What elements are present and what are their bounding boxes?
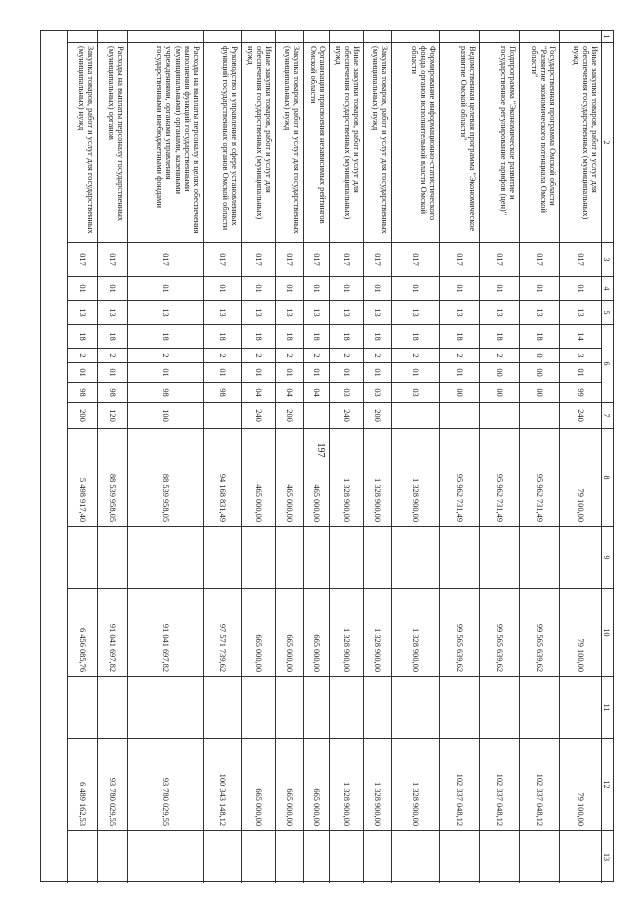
section-code-cell: 01 — [330, 277, 363, 301]
target-article-part-3: 01 — [68, 363, 97, 383]
amount-col-9-cell — [98, 527, 127, 589]
amount-col-11-cell — [128, 677, 203, 739]
amount-col-9-cell — [304, 527, 329, 589]
target-article-part-1: 18 — [330, 325, 363, 349]
target-article-part-2: 2 — [242, 349, 275, 363]
amount-col-13-cell — [520, 831, 559, 883]
target-article-part-4: 03 — [364, 383, 391, 403]
col-1-cell — [68, 31, 97, 43]
amount-col-8-cell: 95 962 731,49 — [480, 429, 519, 527]
ministry-code-cell: 017 — [520, 243, 559, 277]
expense-name-cell: Закупка товаров, работ и услуг для государственных (муниципальных) нужд — [364, 43, 391, 243]
amount-col-8-cell: 1 328 900,00 — [392, 429, 439, 527]
amount-col-11-cell — [440, 677, 479, 739]
amount-col-8-cell: 95 962 731,49 — [440, 429, 479, 527]
amount-col-11-cell — [520, 677, 559, 739]
target-article-part-3: 01 — [392, 363, 439, 383]
header-cell-8: 8 — [602, 429, 613, 527]
table-row — [479, 31, 519, 883]
target-article-part-3: 01 — [98, 363, 127, 383]
header-cell-5: 5 — [602, 301, 613, 325]
amount-col-12-cell: 93 780 029,55 — [128, 739, 203, 831]
header-cell-12: 12 — [602, 739, 613, 831]
amount-col-10-cell: 91 041 697,82 — [128, 589, 203, 677]
target-article-part-3: 00 — [520, 363, 559, 383]
amount-col-13-cell — [560, 831, 601, 883]
ministry-code-cell: 017 — [560, 243, 601, 277]
ministry-code-cell: 017 — [480, 243, 519, 277]
amount-col-10-cell: 99 565 639,62 — [520, 589, 559, 677]
amount-col-11-cell — [480, 677, 519, 739]
amount-col-12-cell: 93 780 029,55 — [98, 739, 127, 831]
target-article-part-2: 2 — [204, 349, 241, 363]
expense-type-cell: 240 — [242, 403, 275, 429]
amount-col-13-cell — [242, 831, 275, 883]
table-row — [559, 31, 601, 883]
amount-col-11-cell — [304, 677, 329, 739]
amount-col-12-cell: 1 328 900,00 — [364, 739, 391, 831]
budget-table — [40, 30, 614, 882]
section-code-cell: 01 — [98, 277, 127, 301]
table-row — [391, 31, 439, 883]
amount-col-8-cell: 465 000,00 — [242, 429, 275, 527]
col-1-cell — [128, 31, 203, 43]
ministry-code-cell: 017 — [242, 243, 275, 277]
amount-col-8-cell: 465 000,00 — [304, 429, 329, 527]
target-article-part-3: 01 — [560, 363, 601, 383]
amount-col-12-cell: 665 000,00 — [304, 739, 329, 831]
expense-name-cell: Иные закупки товаров, работ и услуг для обеспечения государственных (муниципальных) нужд — [242, 43, 275, 243]
amount-col-10-cell: 97 571 739,62 — [204, 589, 241, 677]
target-article-part-3: 01 — [204, 363, 241, 383]
amount-col-10-cell: 665 000,00 — [276, 589, 303, 677]
target-article-part-4: 03 — [330, 383, 363, 403]
header-cell-4: 4 — [602, 277, 613, 301]
expense-type-cell — [304, 403, 329, 429]
amount-col-9-cell — [520, 527, 559, 589]
amount-col-12-cell: 1 328 900,00 — [330, 739, 363, 831]
section-code-cell: 01 — [68, 277, 97, 301]
target-article-part-4: 98 — [204, 383, 241, 403]
amount-col-12-cell: 79 100,00 — [560, 739, 601, 831]
expense-type-cell: 240 — [560, 403, 601, 429]
subsection-code-cell: 13 — [364, 301, 391, 325]
section-code-cell: 01 — [304, 277, 329, 301]
table-row — [275, 31, 303, 883]
subsection-code-cell: 13 — [242, 301, 275, 325]
col-1-cell — [520, 31, 559, 43]
subsection-code-cell: 13 — [98, 301, 127, 325]
target-article-part-4: 04 — [304, 383, 329, 403]
col-1-cell — [392, 31, 439, 43]
expense-name-cell: Организация присвоения независимых рейтингов Омской области — [304, 43, 329, 243]
target-article-part-3: 01 — [276, 363, 303, 383]
section-code-cell: 01 — [520, 277, 559, 301]
amount-col-11-cell — [242, 677, 275, 739]
page-number: 197 — [315, 442, 326, 458]
header-cell-2: 2 — [602, 43, 613, 243]
amount-col-13-cell — [128, 831, 203, 883]
amount-col-9-cell — [440, 527, 479, 589]
amount-col-11-cell — [560, 677, 601, 739]
expense-type-cell — [480, 403, 519, 429]
amount-col-12-cell: 1 328 900,00 — [392, 739, 439, 831]
expense-type-cell: 200 — [364, 403, 391, 429]
table-row — [363, 31, 391, 883]
target-article-part-4: 99 — [560, 383, 601, 403]
amount-col-10-cell: 91 041 697,82 — [98, 589, 127, 677]
amount-col-11-cell — [330, 677, 363, 739]
amount-col-11-cell — [276, 677, 303, 739]
expense-name-cell: Государственная программа Омской области "Развитие экономического потенциала Омской области" — [520, 43, 559, 243]
target-article-part-3: 01 — [304, 363, 329, 383]
expense-name-cell: Руководство и управление в сфере установленных функций государственных органов Омской области — [204, 43, 241, 243]
subsection-code-cell: 13 — [440, 301, 479, 325]
amount-col-8-cell: 465 000,00 — [276, 429, 303, 527]
subsection-code-cell: 13 — [68, 301, 97, 325]
amount-col-11-cell — [392, 677, 439, 739]
amount-col-11-cell — [98, 677, 127, 739]
target-article-part-3: 01 — [242, 363, 275, 383]
target-article-part-2: 2 — [68, 349, 97, 363]
ministry-code-cell: 017 — [440, 243, 479, 277]
amount-col-13-cell — [480, 831, 519, 883]
amount-col-8-cell: 79 100,00 — [560, 429, 601, 527]
amount-col-10-cell: 1 328 900,00 — [392, 589, 439, 677]
target-article-part-4: 98 — [98, 383, 127, 403]
amount-col-12-cell: 665 000,00 — [276, 739, 303, 831]
table-row — [519, 31, 559, 883]
section-code-cell: 01 — [392, 277, 439, 301]
section-code-cell: 01 — [560, 277, 601, 301]
target-article-part-2: 2 — [128, 349, 203, 363]
section-code-cell: 01 — [276, 277, 303, 301]
target-article-part-3: 00 — [480, 363, 519, 383]
table-row — [439, 31, 479, 883]
table-row — [303, 31, 329, 883]
target-article-part-1: 18 — [480, 325, 519, 349]
col-1-cell — [204, 31, 241, 43]
target-article-part-4: 04 — [242, 383, 275, 403]
amount-col-8-cell: 95 962 731,49 — [520, 429, 559, 527]
subsection-code-cell: 13 — [330, 301, 363, 325]
target-article-part-1: 18 — [392, 325, 439, 349]
target-article-part-1: 18 — [68, 325, 97, 349]
table-row — [127, 31, 203, 883]
amount-col-12-cell: 100 343 148,12 — [204, 739, 241, 831]
section-code-cell: 01 — [204, 277, 241, 301]
amount-col-8-cell: 1 328 900,00 — [364, 429, 391, 527]
header-cell-10: 10 — [602, 589, 613, 677]
amount-col-9-cell — [330, 527, 363, 589]
col-1-cell — [276, 31, 303, 43]
ministry-code-cell: 017 — [98, 243, 127, 277]
amount-col-10-cell: 665 000,00 — [304, 589, 329, 677]
target-article-part-4: 04 — [276, 383, 303, 403]
amount-col-10-cell: 79 100,00 — [560, 589, 601, 677]
expense-name-cell: Закупка товаров, работ и услуг для государственных (муниципальных) нужд — [276, 43, 303, 243]
header-cell-3: 3 — [602, 243, 613, 277]
target-article-part-2: 2 — [304, 349, 329, 363]
amount-col-11-cell — [364, 677, 391, 739]
target-article-part-2: 2 — [480, 349, 519, 363]
table-header-row — [601, 31, 613, 883]
target-article-part-2: 2 — [440, 349, 479, 363]
target-article-part-4: 00 — [520, 383, 559, 403]
expense-name-cell: Формирование информационно-статистического фонда органов исполнительной власти Омской области — [392, 43, 439, 243]
expense-type-cell: 100 — [128, 403, 203, 429]
target-article-part-2: 2 — [364, 349, 391, 363]
amount-col-9-cell — [480, 527, 519, 589]
section-code-cell: 01 — [440, 277, 479, 301]
amount-col-9-cell — [364, 527, 391, 589]
col-1-cell — [480, 31, 519, 43]
subsection-code-cell: 13 — [128, 301, 203, 325]
amount-col-13-cell — [440, 831, 479, 883]
ministry-code-cell: 017 — [364, 243, 391, 277]
expense-name-cell: Подпрограмма "Экономическое развитие и государственное регулирование тарифов (цен)" — [480, 43, 519, 243]
amount-col-8-cell: 94 168 831,49 — [204, 429, 241, 527]
target-article-part-1: 18 — [520, 325, 559, 349]
amount-col-10-cell: 6 456 085,76 — [68, 589, 97, 677]
table-row — [241, 31, 275, 883]
expense-name-cell: Закупка товаров, работ и услуг для государственных (муниципальных) нужд — [68, 43, 97, 243]
expense-name-cell: Расходы на выплаты персоналу государственных (муниципальных) органов — [98, 43, 127, 243]
target-article-part-1: 18 — [98, 325, 127, 349]
amount-col-10-cell: 99 565 639,62 — [480, 589, 519, 677]
header-cell-7: 7 — [602, 403, 613, 429]
col-1-cell — [560, 31, 601, 43]
ministry-code-cell: 017 — [276, 243, 303, 277]
amount-col-13-cell — [68, 831, 97, 883]
amount-col-13-cell — [304, 831, 329, 883]
header-cell-11: 11 — [602, 677, 613, 739]
expense-name-cell: Иные закупки товаров, работ и услуг для обеспечения государственных (муниципальных) нужд — [330, 43, 363, 243]
ministry-code-cell: 017 — [392, 243, 439, 277]
col-1-cell — [242, 31, 275, 43]
target-article-part-2: 2 — [98, 349, 127, 363]
target-article-part-4: 00 — [480, 383, 519, 403]
subsection-code-cell: 13 — [392, 301, 439, 325]
amount-col-9-cell — [68, 527, 97, 589]
expense-name-cell: Ведомственная целевая программа "Экономическое развитие Омской области" — [440, 43, 479, 243]
header-cell-9: 9 — [602, 527, 613, 589]
target-article-part-1: 18 — [128, 325, 203, 349]
target-article-part-1: 18 — [204, 325, 241, 349]
header-cell-13: 13 — [602, 853, 611, 861]
amount-col-12-cell: 665 000,00 — [242, 739, 275, 831]
amount-col-12-cell: 6 489 162,53 — [68, 739, 97, 831]
subsection-code-cell: 13 — [276, 301, 303, 325]
table-row — [329, 31, 363, 883]
target-article-part-1: 18 — [440, 325, 479, 349]
amount-col-13-cell — [330, 831, 363, 883]
section-code-cell: 01 — [242, 277, 275, 301]
target-article-part-3: 01 — [364, 363, 391, 383]
target-article-part-4: 98 — [128, 383, 203, 403]
amount-col-8-cell: 1 328 900,00 — [330, 429, 363, 527]
amount-col-8-cell: 88 539 958,05 — [128, 429, 203, 527]
amount-col-13-cell — [364, 831, 391, 883]
ministry-code-cell: 017 — [128, 243, 203, 277]
amount-col-8-cell: 5 498 917,40 — [68, 429, 97, 527]
amount-col-12-cell: 102 337 048,12 — [440, 739, 479, 831]
ministry-code-cell: 017 — [204, 243, 241, 277]
target-article-part-2: 2 — [330, 349, 363, 363]
table-row — [203, 31, 241, 883]
section-code-cell: 01 — [364, 277, 391, 301]
amount-col-8-cell: 88 539 958,05 — [98, 429, 127, 527]
amount-col-10-cell: 1 328 900,00 — [330, 589, 363, 677]
subsection-code-cell: 13 — [204, 301, 241, 325]
amount-col-12-cell: 102 337 048,12 — [520, 739, 559, 831]
amount-col-9-cell — [242, 527, 275, 589]
amount-col-10-cell: 99 565 639,62 — [440, 589, 479, 677]
target-article-part-2: 0 — [520, 349, 559, 363]
target-article-part-1: 18 — [276, 325, 303, 349]
expense-name-cell: Иные закупки товаров, работ и услуг для обеспечения государственных (муниципальных) нужд — [560, 43, 601, 243]
amount-col-13-cell — [204, 831, 241, 883]
target-article-part-1: 14 — [560, 325, 601, 349]
target-article-part-2: 2 — [392, 349, 439, 363]
expense-type-cell: 200 — [276, 403, 303, 429]
section-code-cell: 01 — [480, 277, 519, 301]
target-article-part-4: 03 — [392, 383, 439, 403]
col-1-cell — [440, 31, 479, 43]
amount-col-12-cell: 102 337 048,12 — [480, 739, 519, 831]
subsection-code-cell: 13 — [520, 301, 559, 325]
target-article-part-3: 01 — [128, 363, 203, 383]
target-article-part-1: 18 — [364, 325, 391, 349]
ministry-code-cell: 017 — [330, 243, 363, 277]
amount-col-10-cell: 665 000,00 — [242, 589, 275, 677]
amount-col-9-cell — [204, 527, 241, 589]
subsection-code-cell: 13 — [304, 301, 329, 325]
header-cell-6: 6 — [602, 325, 613, 403]
amount-col-13-cell — [276, 831, 303, 883]
amount-col-9-cell — [392, 527, 439, 589]
expense-type-cell — [392, 403, 439, 429]
expense-type-cell: 120 — [98, 403, 127, 429]
target-article-part-2: 2 — [276, 349, 303, 363]
amount-col-13-cell — [98, 831, 127, 883]
col-1-cell — [98, 31, 127, 43]
col-1-cell — [364, 31, 391, 43]
col-1-cell — [304, 31, 329, 43]
ministry-code-cell: 017 — [68, 243, 97, 277]
table-row — [67, 31, 97, 883]
target-article-part-4: 98 — [68, 383, 97, 403]
table-row — [97, 31, 127, 883]
expense-type-cell — [440, 403, 479, 429]
target-article-part-4: 00 — [440, 383, 479, 403]
budget-table-rotated — [40, 30, 614, 882]
amount-col-9-cell — [128, 527, 203, 589]
amount-col-13-cell — [392, 831, 439, 883]
amount-col-9-cell — [276, 527, 303, 589]
section-code-cell: 01 — [128, 277, 203, 301]
target-article-part-3: 01 — [440, 363, 479, 383]
target-article-part-1: 18 — [242, 325, 275, 349]
target-article-part-2: 3 — [560, 349, 601, 363]
expense-type-cell — [520, 403, 559, 429]
amount-col-11-cell — [68, 677, 97, 739]
amount-col-11-cell — [204, 677, 241, 739]
target-article-part-1: 18 — [304, 325, 329, 349]
header-cell-1: 1 — [602, 31, 613, 43]
ministry-code-cell: 017 — [304, 243, 329, 277]
expense-type-cell: 240 — [330, 403, 363, 429]
col-1-cell — [330, 31, 363, 43]
target-article-part-3: 01 — [330, 363, 363, 383]
subsection-code-cell: 13 — [480, 301, 519, 325]
amount-col-10-cell: 1 328 900,00 — [364, 589, 391, 677]
subsection-code-cell: 13 — [560, 301, 601, 325]
expense-type-cell — [204, 403, 241, 429]
expense-type-cell: 200 — [68, 403, 97, 429]
expense-name-cell: Расходы на выплаты персоналу в целях обеспечения выполнения функций государственными (муниципальными) органами, казенными учреждениями, органами управления государственными внебюджетными фондами — [128, 43, 203, 243]
amount-col-9-cell — [560, 527, 601, 589]
